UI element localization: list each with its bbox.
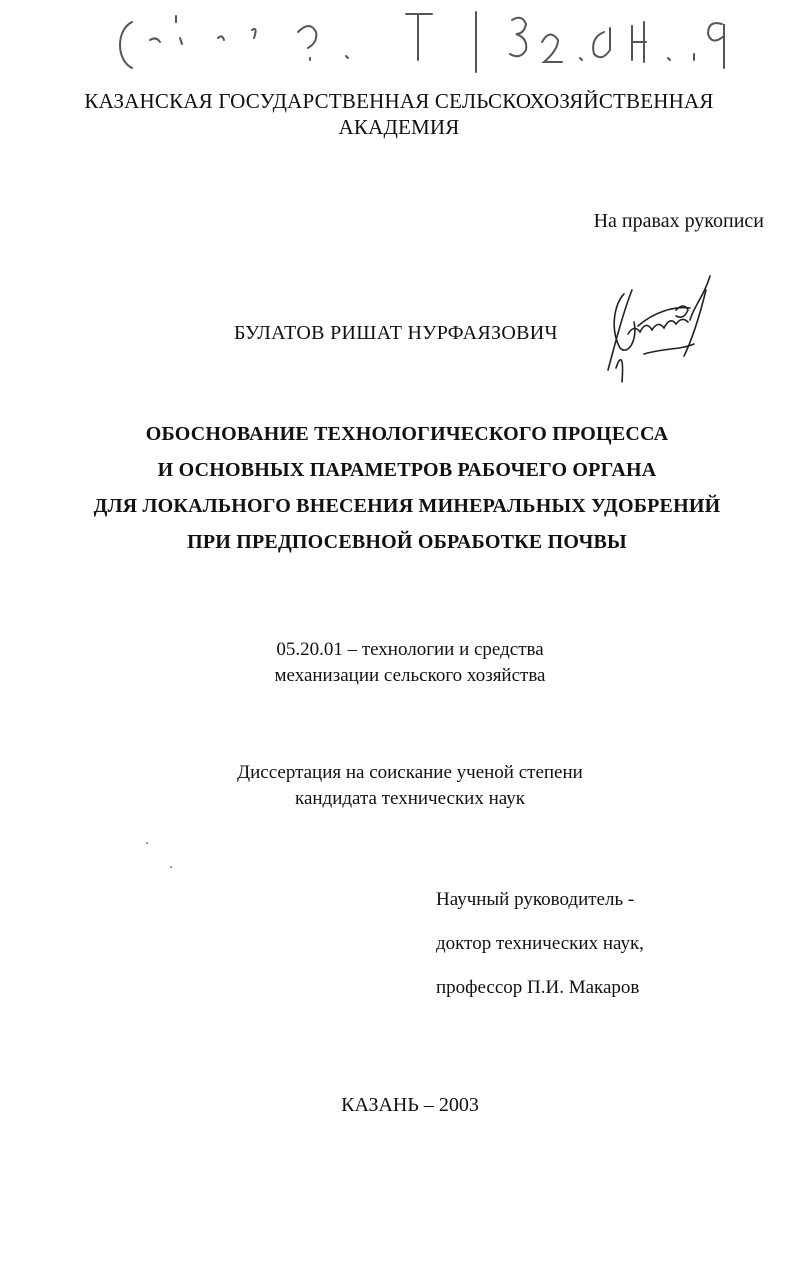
city-year: КАЗАНЬ – 2003 [341,1094,479,1116]
degree-statement [0,760,798,812]
institution-line-1: КАЗАНСКАЯ ГОСУДАРСТВЕННАЯ СЕЛЬСКОХОЗЯЙСТВЕННАЯ [84,89,714,113]
title-line-1: ОБОСНОВАНИЕ ТЕХНОЛОГИЧЕСКОГО ПРОЦЕССА [145,423,669,445]
supervisor-line-2: доктор технических наук, [436,933,644,954]
title-line-2: И ОСНОВНЫХ ПАРАМЕТРОВ РАБОЧЕГО ОРГАНА [157,459,657,481]
specialty-code [0,637,798,689]
institution-line-2: АКАДЕМИЯ [338,115,460,139]
author-name: БУЛАТОВ РИШАТ НУРФАЯЗОВИЧ [234,322,558,344]
scientific-supervisor [436,878,644,1010]
degree-line-2: кандидата технических наук [295,788,525,809]
supervisor-line-1: Научный руководитель - [436,889,635,910]
scan-speck [146,842,148,844]
rights-note: На правах рукописи [593,210,764,232]
author-signature [594,270,724,388]
supervisor-line-3: профессор П.И. Макаров [436,977,640,998]
handwritten-catalog-mark [110,8,760,88]
scan-speck [170,866,172,868]
institution-name [0,88,798,140]
dissertation-title [0,416,798,560]
specialty-line-1: 05.20.01 – технологии и средства [276,639,544,660]
title-line-4: ПРИ ПРЕДПОСЕВНОЙ ОБРАБОТКЕ ПОЧВЫ [187,531,627,553]
degree-line-1: Диссертация на соискание ученой степени [237,762,583,783]
title-line-3: ДЛЯ ЛОКАЛЬНОГО ВНЕСЕНИЯ МИНЕРАЛЬНЫХ УДОБРЕНИЙ [93,495,721,517]
specialty-line-2: механизации сельского хозяйства [274,665,546,686]
